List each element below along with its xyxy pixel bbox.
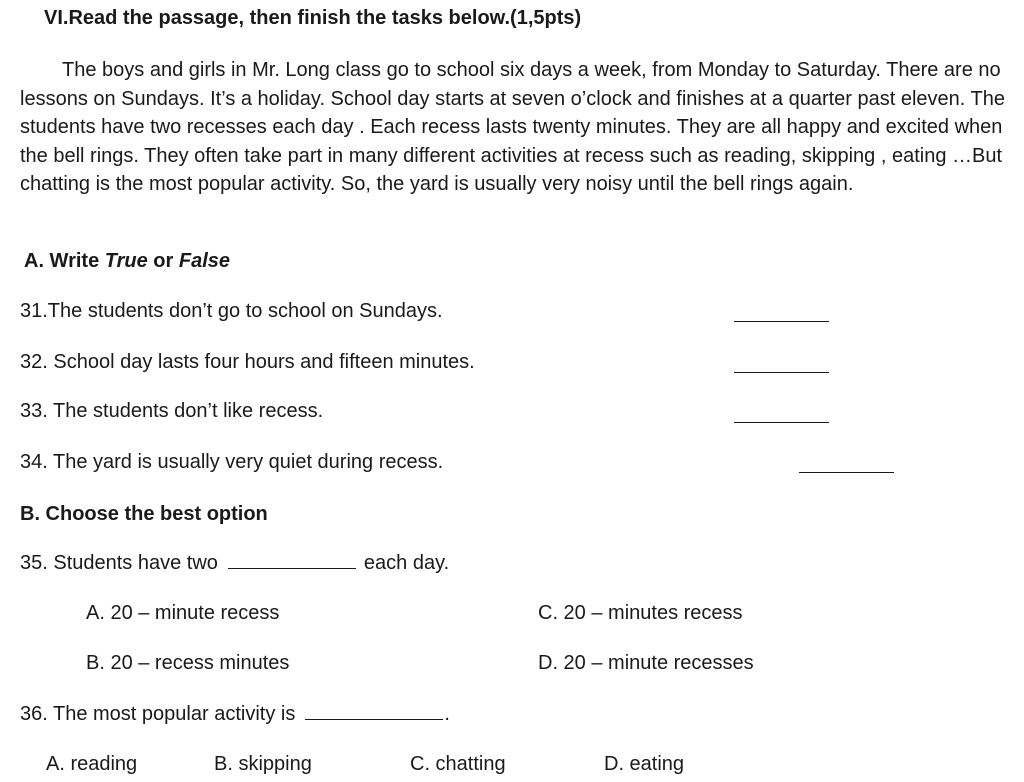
section-a-heading (24, 250, 230, 273)
q35-option-a[interactable]: A. 20 – minute recess (86, 602, 280, 624)
q36-option-b[interactable]: B. skipping (214, 753, 312, 775)
true-word: True (104, 250, 148, 272)
false-word: False (178, 250, 231, 272)
passage-text: The boys and girls in Mr. Long class go to school six days a week, from Monday to Saturday. There are no lessons on Sundays. It’s a holiday. School day starts at seven o’clock and finishes at a quarter past eleven. The students have two recesses each day . Each recess lasts twenty minutes. They are all happy and excited when the bell rings. They often take part in many different activities at recess such as reading, skipping , eating …But chatting is the most popular activity. So, the yard is usually very noisy until the bell rings again. (20, 59, 1006, 196)
q36-option-c[interactable]: C. chatting (410, 753, 506, 775)
question-36 (20, 703, 450, 726)
q36-blank[interactable] (305, 719, 443, 720)
q36-stem-before: 36. The most popular activity is (20, 703, 296, 725)
q36-option-d[interactable]: D. eating (604, 753, 685, 775)
or-word: or (147, 250, 179, 272)
q35-option-b[interactable]: B. 20 – recess minutes (86, 652, 290, 674)
question-33: 33. The students don’t like recess. (20, 400, 324, 422)
answer-blank-32[interactable] (734, 372, 829, 373)
q35-option-c[interactable]: C. 20 – minutes recess (538, 602, 743, 624)
question-35 (20, 552, 449, 575)
reading-passage (20, 56, 1020, 199)
section-b-heading: B. Choose the best option (20, 503, 268, 525)
q35-stem-before: 35. Students have two (20, 552, 218, 574)
q36-option-a[interactable]: A. reading (46, 753, 138, 775)
q35-blank[interactable] (228, 568, 356, 569)
q35-stem-after: each day. (363, 552, 450, 574)
question-32: 32. School day lasts four hours and fifteen minutes. (20, 351, 475, 373)
answer-blank-33[interactable] (734, 422, 829, 423)
q35-option-d[interactable]: D. 20 – minute recesses (538, 652, 754, 674)
q36-stem-after: . (444, 703, 450, 725)
answer-blank-31[interactable] (734, 321, 829, 322)
question-31: 31.The students don’t go to school on Sundays. (20, 300, 443, 322)
answer-blank-34[interactable] (799, 472, 894, 473)
question-34: 34. The yard is usually very quiet during recess. (20, 451, 444, 473)
exercise-title: VI.Read the passage, then finish the tasks below.(1,5pts) (44, 7, 582, 29)
section-a-prefix: A. Write (24, 250, 105, 272)
